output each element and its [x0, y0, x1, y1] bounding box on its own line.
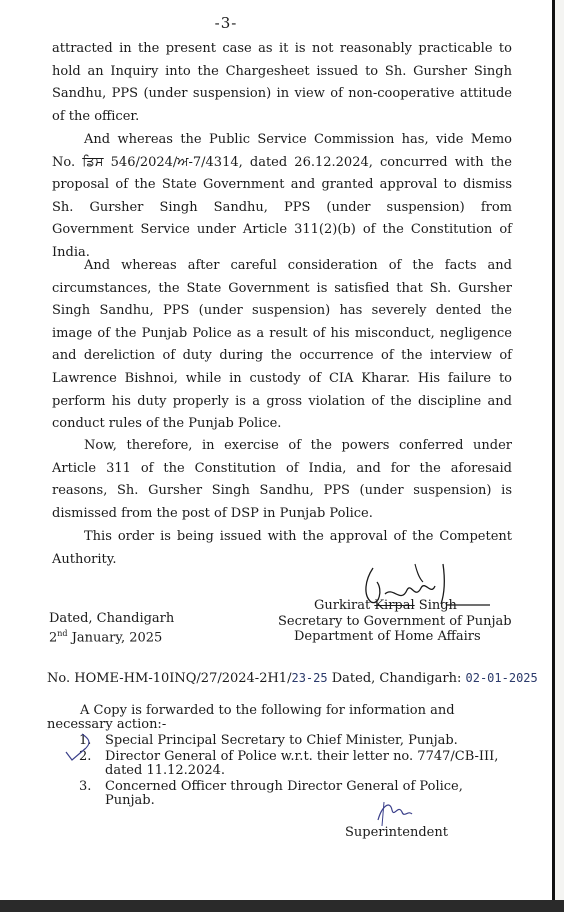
- list-item: 3. Concerned Officer through Director General of Police, Punjab.: [79, 779, 463, 808]
- copy-list: [47, 734, 509, 810]
- scan-edge-right: [552, 0, 555, 900]
- signatory-name: Gurkirat Kirpal Singh: [314, 598, 457, 613]
- struck-name: Kirpal: [374, 598, 415, 613]
- paragraph-text: And whereas after careful consideration of the facts and circumstances, the State Government is satisfied that Sh. Gursher Singh Sandhu, PPS (under suspension) has severely dented the image of the Punjab Police as a result of his misconduct, negligence and dereliction of duty during the occurrence of the interview of Lawrence Bishnoi, while in custody of CIA Kharar. His failure to perform his duty properly is a gross violation of the discipline and conduct rules of the Punjab Police.: [52, 258, 512, 432]
- paragraph-text: And whereas the Public Service Commission has, vide Memo No. ਡਿਸ 546/2024/ਅ-7/4314, dated 26.12.2024, concurred with the proposal of the State Government and granted approval to dismiss Sh. Gursher Singh Sandhu, PPS (under suspension) from Government Service under Article 311(2)(b) of the Constitution of India.: [52, 132, 512, 260]
- paragraph-text: This order is being issued with the approval of the Competent Authority.: [52, 529, 512, 567]
- signatory-department: Department of Home Affairs: [294, 629, 481, 644]
- paragraph-text: attracted in the present case as it is not reasonably practicable to hold an Inquiry into the Chargesheet issued to Sh. Gursher Singh Sandhu, PPS (under suspension) in view of non-cooperative attitude of the officer.: [52, 41, 512, 124]
- handwritten-date: 02-01-2025: [465, 671, 538, 685]
- paragraph-considerations: [52, 255, 512, 436]
- scan-edge-bottom: [0, 900, 564, 912]
- paragraph-text: Now, therefore, in exercise of the powers conferred under Article 311 of the Constitution of India, and for the aforesaid reasons, Sh. Gursher Singh Sandhu, PPS (under suspension) is dismissed from the post of DSP in Punjab Police.: [52, 438, 512, 521]
- dated-place: Dated, Chandigarh: [49, 611, 175, 626]
- page-number: -3-: [214, 14, 238, 32]
- paragraph-approval: [52, 526, 512, 571]
- handwritten-number: 23-25: [291, 671, 328, 685]
- paragraph-continuation: [52, 38, 512, 128]
- list-item: 1. Special Principal Secretary to Chief Minister, Punjab.: [79, 733, 458, 748]
- list-item: 2. Director General of Police w.r.t. their letter no. 7747/CB-III, dated 11.12.2024.: [79, 749, 499, 778]
- paragraph-dismissal-order: [52, 435, 512, 525]
- signatory-title: Secretary to Government of Punjab: [278, 614, 512, 629]
- dated-date: 2nd January, 2025: [49, 629, 163, 646]
- superintendent-label: Superintendent: [345, 825, 448, 840]
- reference-line: No. HOME-HM-10INQ/27/2024-2H1/23-25 Dated, Chandigarh: 02-01-2025: [47, 671, 538, 686]
- paragraph-psc-approval: [52, 129, 512, 265]
- copy-forward-intro: A Copy is forwarded to the following for information and necessary action:-: [47, 703, 455, 732]
